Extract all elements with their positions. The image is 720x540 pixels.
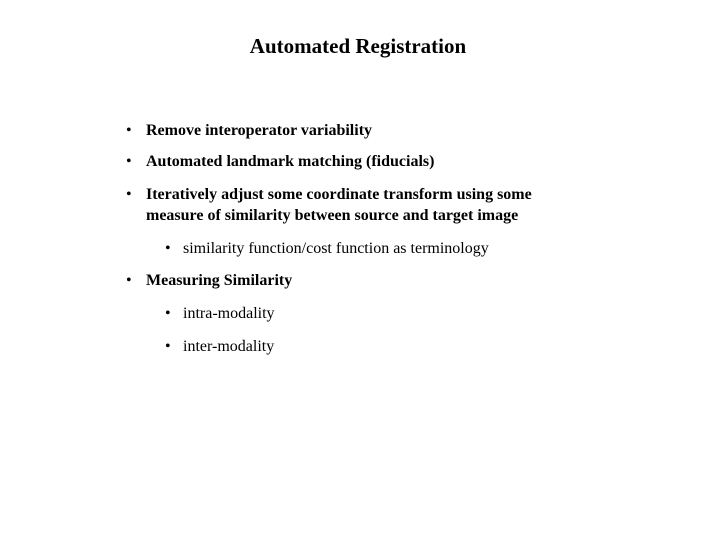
bullet-marker: • — [126, 122, 132, 139]
sub-bullet-similarity-function — [165, 238, 489, 259]
sub-bullet-marker: • — [165, 305, 171, 322]
bullet-item-remove-interoperator-variability — [126, 120, 373, 141]
bullet-item-automated-landmark-matching — [126, 151, 435, 172]
sub-bullet-inter-modality — [165, 336, 275, 357]
slide-title: Automated Registration — [249, 34, 467, 58]
bullet-marker: • — [126, 153, 132, 170]
bullet-marker: • — [126, 186, 132, 203]
bullet-item-measuring-similarity — [126, 270, 293, 291]
sub-bullet-intra-modality — [165, 303, 275, 324]
bullet-text: Automated landmark matching (fiducials) — [146, 153, 435, 170]
sub-bullet-text: similarity function/cost function as terminology — [183, 240, 489, 257]
bullet-text: Measuring Similarity — [146, 272, 293, 289]
sub-bullet-marker: • — [165, 338, 171, 355]
sub-bullet-text: inter-modality — [183, 338, 275, 355]
sub-bullet-text: intra-modality — [183, 305, 275, 322]
sub-bullet-marker: • — [165, 240, 171, 257]
bullet-text-line-1: Iteratively adjust some coordinate transform using some — [146, 186, 532, 203]
bullet-text-line-2: measure of similarity between source and target image — [146, 207, 519, 224]
bullet-marker: • — [126, 272, 132, 289]
bullet-item-iteratively-adjust — [126, 184, 532, 226]
bullet-text: Remove interoperator variability — [146, 122, 373, 139]
